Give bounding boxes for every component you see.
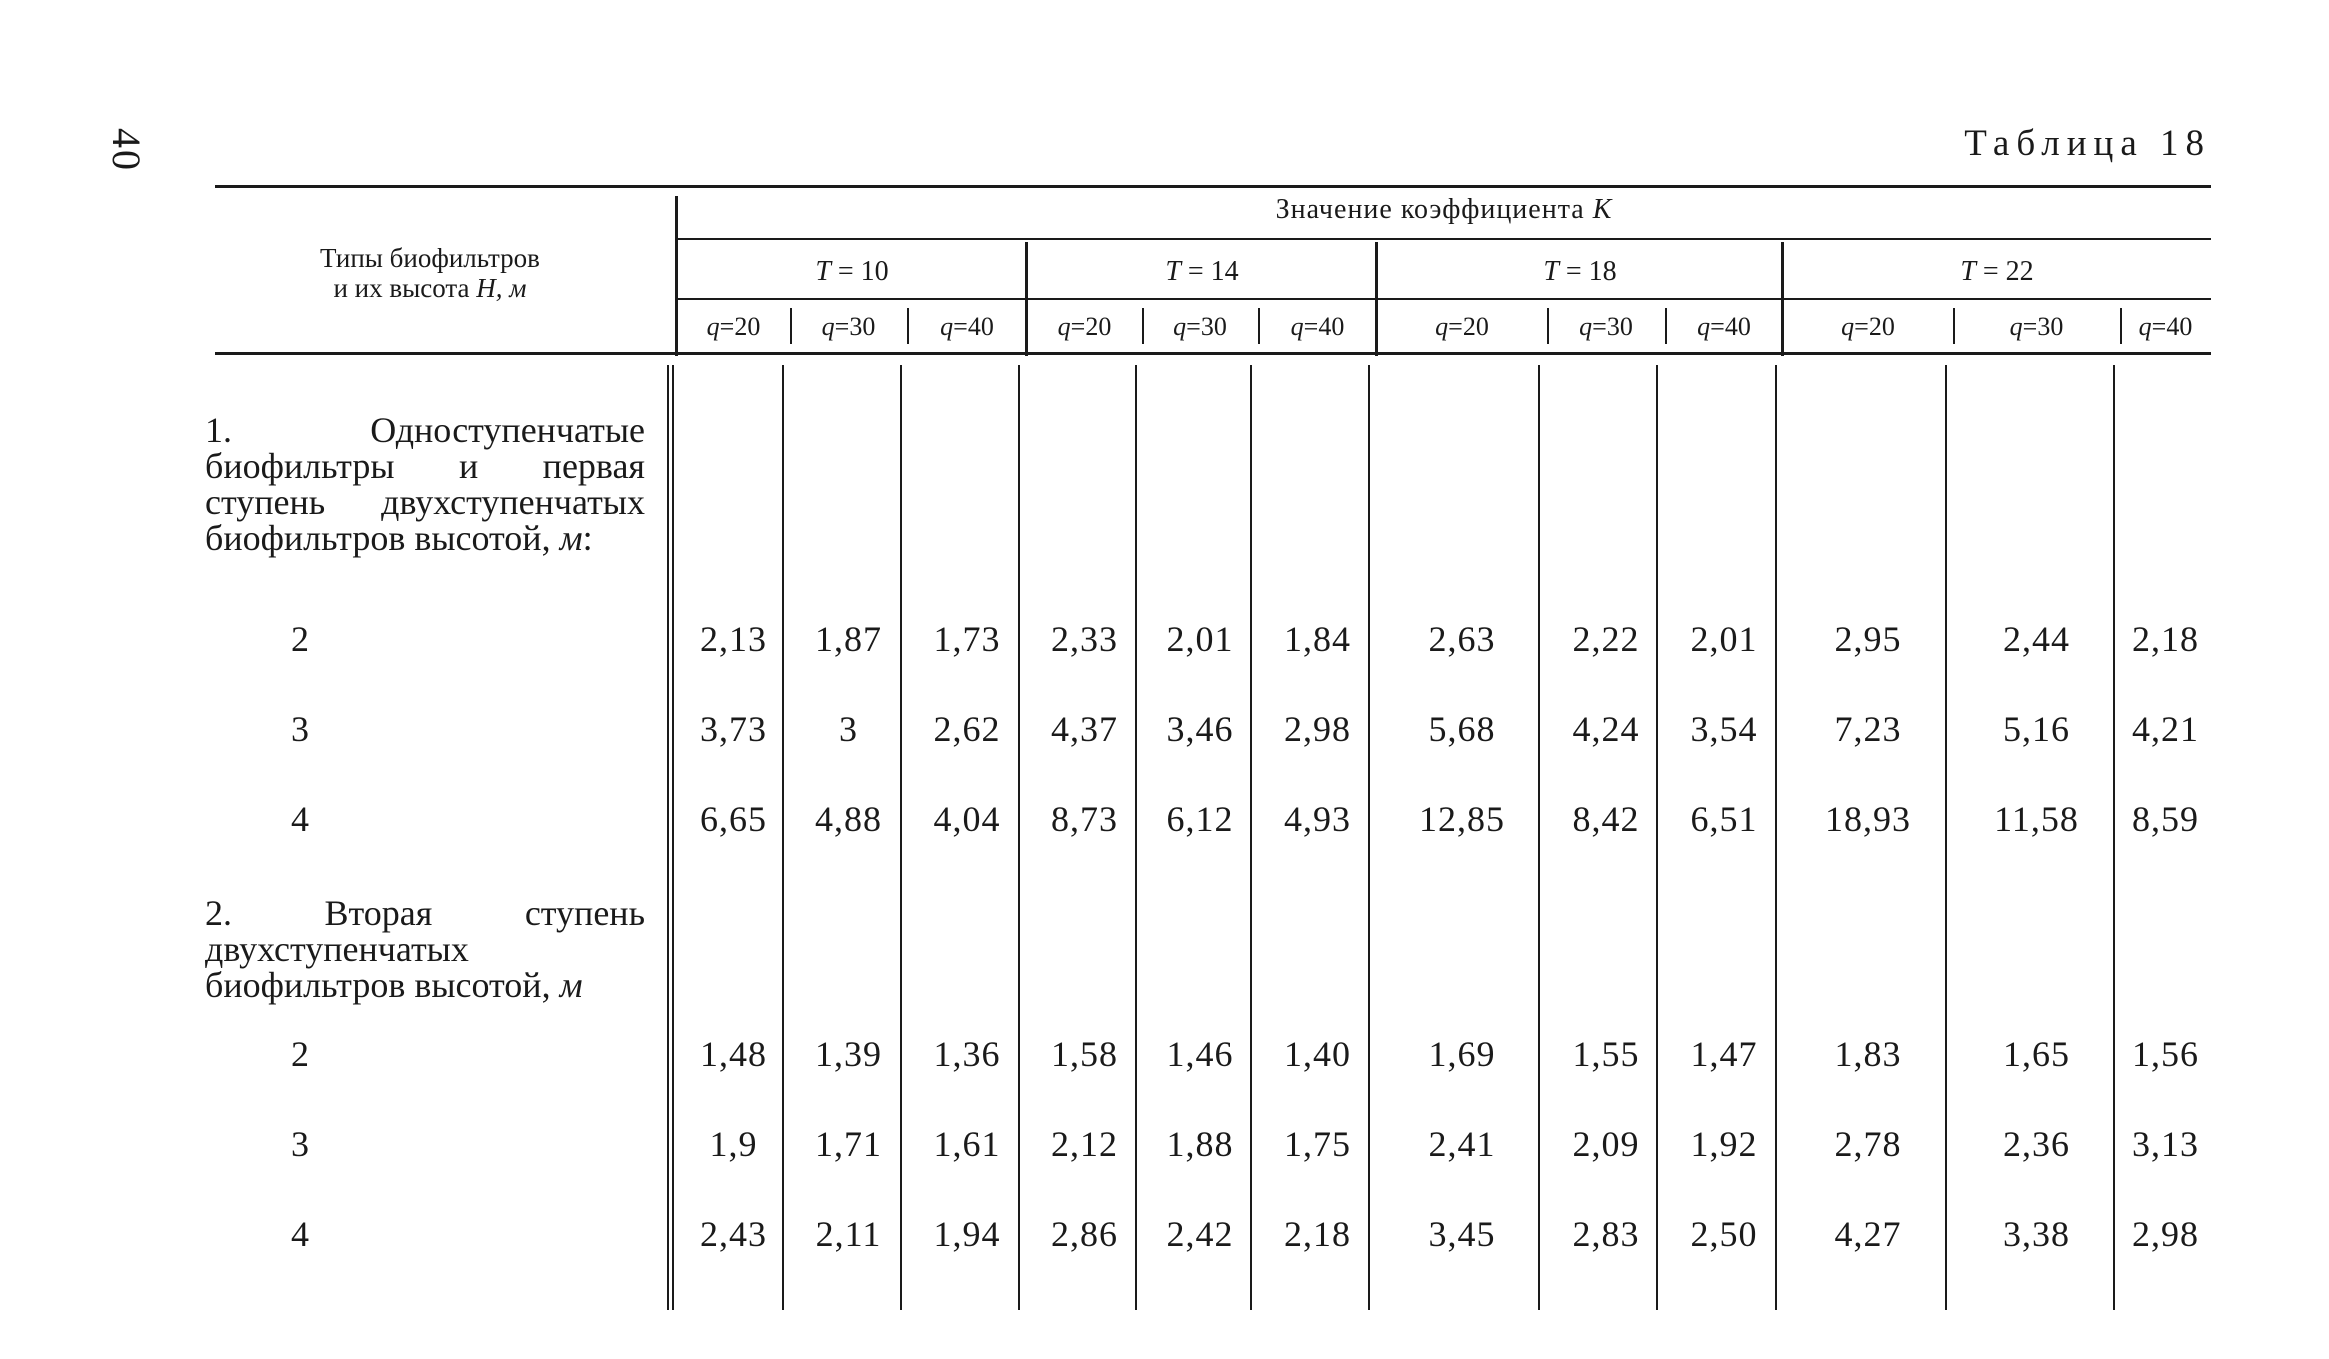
q-separator	[2120, 308, 2122, 344]
header-types-line2	[215, 273, 645, 303]
section-1-title-tail: :	[582, 518, 593, 558]
table-cell: 2,22	[1572, 619, 1640, 659]
q-var: q	[1697, 312, 1711, 341]
table-cell: 2,01	[1690, 619, 1758, 659]
section-1-title-main: 1. Одноступенчатые биофильтры и первая ступень двухступенчатых биофильтров высотой,	[205, 410, 645, 558]
q-header	[1783, 312, 1953, 342]
table-cell: 5,16	[2003, 709, 2070, 749]
table-cell: 2,95	[1834, 619, 1902, 659]
q-value: =40	[1303, 312, 1345, 341]
header-separator-line	[675, 196, 678, 356]
table-cell: 2,86	[1051, 1214, 1118, 1254]
header-bottom-rule	[215, 352, 2211, 355]
q-var: q	[2009, 312, 2023, 341]
table-cell: 1,39	[815, 1034, 882, 1074]
table-cell: 1,40	[1284, 1034, 1351, 1074]
table-cell: 8,42	[1572, 799, 1640, 839]
table-cell: 4,24	[1572, 709, 1640, 749]
q-separator	[907, 308, 909, 344]
table-cell: 1,84	[1284, 619, 1351, 659]
header-types-line1: Типы биофильтров	[320, 243, 540, 273]
table-cell: 2,33	[1051, 619, 1118, 659]
q-value: =40	[953, 312, 994, 341]
q-var: q	[706, 312, 720, 341]
table-cell: 2,44	[2003, 619, 2070, 659]
row-height-label: 4	[291, 1214, 309, 1254]
table-cell: 2,78	[1834, 1124, 1902, 1164]
table-cell: 1,69	[1428, 1034, 1496, 1074]
q-separator	[1665, 308, 1667, 344]
q-header	[790, 312, 907, 342]
table-cell: 6,51	[1690, 799, 1758, 839]
q-value: =20	[1448, 312, 1489, 341]
q-value: =30	[1592, 312, 1633, 341]
row-height-label: 4	[291, 799, 309, 839]
table-cell: 8,59	[2132, 799, 2199, 839]
t-group-header	[677, 256, 1027, 288]
table-cell: 1,58	[1051, 1034, 1118, 1074]
table-cell: 1,55	[1572, 1034, 1640, 1074]
table-cell: 12,85	[1419, 799, 1505, 839]
t-group-var: T	[815, 256, 831, 287]
table-cell: 3,13	[2132, 1124, 2199, 1164]
q-header	[1027, 312, 1142, 342]
q-header	[1547, 312, 1665, 342]
table-cell: 2,98	[2132, 1214, 2199, 1254]
q-separator	[1258, 308, 1260, 344]
table-cell: 3,38	[2003, 1214, 2070, 1254]
row-height-label: 3	[291, 1124, 309, 1164]
q-value: =20	[1854, 312, 1895, 341]
header-k-rule	[677, 238, 2211, 240]
t-group-header	[1377, 256, 1783, 288]
table-cell: 2,63	[1428, 619, 1496, 659]
table-cell: 1,71	[815, 1124, 882, 1164]
q-value: =30	[834, 312, 876, 341]
table-cell: 5,68	[1428, 709, 1496, 749]
page-number: 40	[104, 128, 149, 172]
q-header	[1665, 312, 1783, 342]
t-group-var: T	[1165, 256, 1181, 287]
header-k-prefix: Значение коэффициента	[1275, 194, 1585, 225]
t-group-header	[1027, 256, 1377, 288]
table-cell: 4,21	[2132, 709, 2199, 749]
table-cell: 2,01	[1166, 619, 1234, 659]
table-cell: 1,92	[1690, 1124, 1758, 1164]
q-header	[1258, 312, 1377, 342]
table-cell: 2,98	[1284, 709, 1351, 749]
header-types-unit: , м	[495, 273, 527, 303]
table-cell: 1,94	[933, 1214, 1001, 1254]
q-header	[1142, 312, 1258, 342]
table-cell: 4,88	[815, 799, 882, 839]
q-value: =40	[1710, 312, 1751, 341]
body-left-line	[672, 365, 674, 1310]
table-cell: 1,48	[700, 1034, 767, 1074]
table-cell: 1,9	[709, 1124, 758, 1164]
table-cell: 2,36	[2003, 1124, 2070, 1164]
q-var: q	[1579, 312, 1593, 341]
table-cell: 1,65	[2003, 1034, 2070, 1074]
table-cell: 6,12	[1166, 799, 1234, 839]
table-cell: 1,83	[1834, 1034, 1902, 1074]
header-types-label	[215, 243, 645, 303]
q-separator	[1142, 308, 1144, 344]
q-header	[907, 312, 1027, 342]
row-height-label: 2	[291, 1034, 309, 1074]
header-t-rule	[677, 298, 2211, 300]
q-var: q	[821, 312, 835, 341]
table-cell: 2,13	[700, 619, 767, 659]
header-types-line2-prefix: и их высота	[333, 273, 470, 303]
t-group-separator	[1375, 242, 1378, 356]
table-cell: 4,37	[1051, 709, 1118, 749]
q-value: =30	[1186, 312, 1227, 341]
t-group-value: = 22	[1975, 256, 2034, 287]
q-var: q	[1435, 312, 1449, 341]
q-separator	[1547, 308, 1549, 344]
table-cell: 3,54	[1690, 709, 1758, 749]
t-group-var: T	[1543, 256, 1559, 287]
header-types-var: H	[476, 273, 496, 303]
table-cell: 4,04	[933, 799, 1001, 839]
t-group-value: = 10	[830, 256, 889, 287]
section-2-title-unit: м	[559, 965, 583, 1005]
table-cell: 3,73	[700, 709, 767, 749]
table-cell: 1,75	[1284, 1124, 1351, 1164]
table-cell: 1,87	[815, 619, 882, 659]
table-cell: 1,88	[1166, 1124, 1234, 1164]
q-header	[2120, 312, 2211, 342]
q-header	[677, 312, 790, 342]
section-2-title	[205, 895, 645, 1003]
q-value: =40	[2151, 312, 2193, 341]
q-var: q	[1173, 312, 1187, 341]
table-cell: 1,61	[933, 1124, 1001, 1164]
t-group-value: = 18	[1558, 256, 1617, 287]
table-top-rule	[215, 185, 2211, 188]
q-var: q	[1057, 312, 1071, 341]
table-cell: 6,65	[700, 799, 767, 839]
t-group-value: = 14	[1180, 256, 1239, 287]
t-group-var: T	[1960, 256, 1976, 287]
table-cell: 2,42	[1166, 1214, 1234, 1254]
table-cell: 7,23	[1834, 709, 1902, 749]
table-cell: 1,56	[2132, 1034, 2199, 1074]
section-1-title-unit: м	[559, 518, 583, 558]
table-cell: 2,09	[1572, 1124, 1640, 1164]
header-k-label	[677, 194, 2211, 226]
t-group-separator	[1025, 242, 1028, 356]
q-value: =30	[2022, 312, 2064, 341]
row-height-label: 2	[291, 619, 309, 659]
table-cell: 1,36	[933, 1034, 1001, 1074]
table-cell: 3,46	[1166, 709, 1234, 749]
table-cell: 2,18	[2132, 619, 2199, 659]
table-cell: 4,93	[1284, 799, 1351, 839]
t-group-header	[1783, 256, 2211, 288]
q-header	[1953, 312, 2120, 342]
table-cell: 2,41	[1428, 1124, 1496, 1164]
section-2-title-main: 2. Вторая ступень двухступенчатых биофильтров высотой,	[205, 893, 645, 1005]
table-cell: 2,18	[1284, 1214, 1351, 1254]
q-header	[1377, 312, 1547, 342]
table-cell: 2,83	[1572, 1214, 1640, 1254]
header-k-var: K	[1592, 194, 1613, 225]
table-cell: 2,62	[933, 709, 1001, 749]
row-height-label: 3	[291, 709, 309, 749]
q-var: q	[2138, 312, 2152, 341]
table-cell: 1,47	[1690, 1034, 1758, 1074]
table-caption: Таблица 18	[1964, 123, 2211, 164]
table-cell: 1,73	[933, 619, 1001, 659]
q-value: =20	[719, 312, 761, 341]
q-separator	[790, 308, 792, 344]
q-var: q	[1841, 312, 1855, 341]
table-cell: 2,11	[815, 1214, 882, 1254]
table-cell: 18,93	[1825, 799, 1911, 839]
table-cell: 3,45	[1428, 1214, 1496, 1254]
body-column-line	[667, 365, 669, 1310]
t-group-separator	[1781, 242, 1784, 356]
table-cell: 2,12	[1051, 1124, 1118, 1164]
table-cell: 11,58	[1994, 799, 2079, 839]
section-1-title	[205, 412, 645, 556]
table-cell: 4,27	[1834, 1214, 1902, 1254]
table-cell: 1,46	[1166, 1034, 1234, 1074]
table-cell: 3	[839, 709, 858, 749]
table-cell: 8,73	[1051, 799, 1118, 839]
table-cell: 2,43	[700, 1214, 767, 1254]
q-value: =20	[1070, 312, 1112, 341]
q-var: q	[1290, 312, 1304, 341]
table-cell: 2,50	[1690, 1214, 1758, 1254]
q-separator	[1953, 308, 1955, 344]
q-var: q	[940, 312, 954, 341]
